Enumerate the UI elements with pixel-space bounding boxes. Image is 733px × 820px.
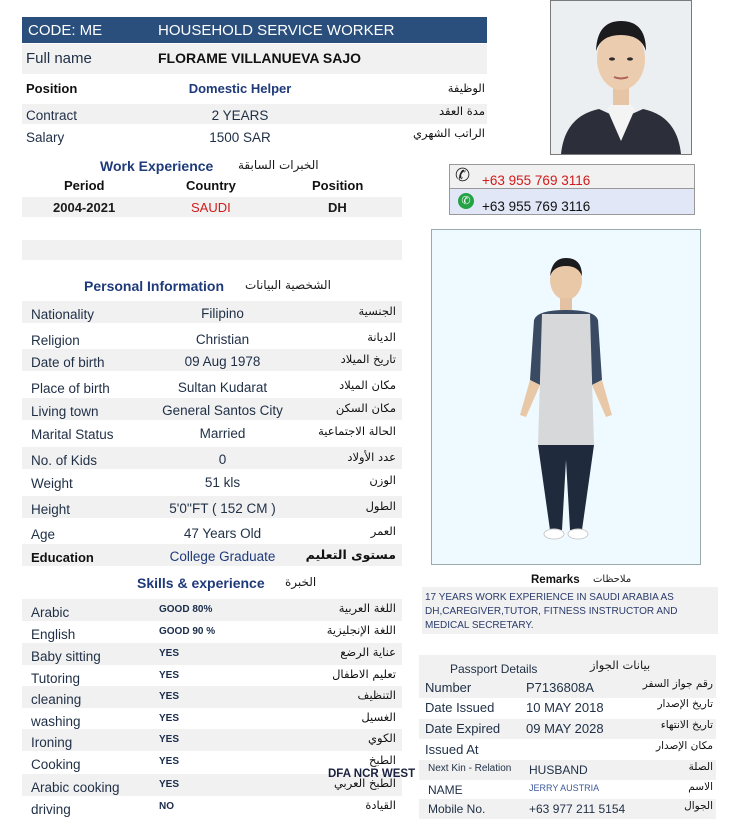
passport-ar: تاريخ الانتهاء: [660, 719, 713, 731]
skill-ar: الكوي: [368, 731, 396, 745]
skill-ar: اللغة الإنجليزية: [326, 623, 396, 637]
personal-ar: الديانة: [367, 330, 396, 344]
personal-ar: تاريخ الميلاد: [340, 352, 396, 366]
personal-ar: مكان السكن: [335, 401, 396, 415]
personal-label: Marital Status: [31, 427, 114, 442]
passport-value: 09 MAY 2028: [526, 721, 604, 736]
skill-value: YES: [159, 779, 180, 790]
empty-band: [22, 240, 402, 260]
personal-ar: الوزن: [369, 473, 396, 487]
personal-value: Sultan Kudarat: [177, 380, 268, 395]
skill-label: cleaning: [31, 692, 82, 707]
personal-title-ar: الشخصية البيانات: [245, 278, 331, 292]
personal-value: Filipino: [201, 306, 244, 321]
personal-value: 09 Aug 1978: [184, 354, 261, 369]
personal-value: 5'0''FT ( 152 CM ): [169, 501, 276, 516]
passport-value: 10 MAY 2018: [526, 700, 604, 715]
personal-label: No. of Kids: [31, 453, 98, 468]
passport-ar: تاريخ الإصدار: [657, 698, 713, 710]
col-country: Country: [186, 178, 236, 193]
skill-label: English: [31, 627, 76, 642]
personal-label: Date of birth: [31, 355, 105, 370]
personal-value: Christian: [195, 332, 250, 347]
col-position: Position: [312, 178, 364, 193]
personal-label: Religion: [31, 333, 80, 348]
personal-ar: الجنسية: [358, 304, 396, 318]
skill-label: Tutoring: [31, 671, 81, 686]
personal-label: Age: [31, 527, 56, 542]
skill-ar: الطبخ: [368, 753, 396, 767]
personal-label: Place of birth: [31, 381, 110, 396]
passport-label: Issued At: [425, 742, 479, 757]
personal-label: Nationality: [31, 307, 95, 322]
personal-value: College Graduate: [169, 549, 276, 564]
personal-label: Education: [31, 550, 94, 565]
skill-label: Arabic cooking: [31, 780, 120, 795]
skill-value: YES: [159, 670, 180, 681]
skill-label: Cooking: [31, 757, 81, 772]
work-country: SAUDI: [191, 200, 231, 215]
skill-ar: الغسيل: [361, 710, 396, 724]
remarks-title-ar: ملاحظات: [593, 574, 632, 585]
personal-value: 47 Years Old: [183, 526, 262, 541]
kin-label: NAME: [428, 783, 463, 797]
skill-ar: تعليم الاطفال: [332, 667, 396, 681]
skill-label: Ironing: [31, 735, 73, 750]
phone-number: +63 955 769 3116: [482, 173, 591, 188]
skill-value: YES: [159, 691, 180, 702]
skill-label: washing: [31, 714, 81, 729]
fullname-value: FLORAME VILLANUEVA SAJO: [158, 50, 362, 66]
personal-label: Living town: [31, 404, 99, 419]
salary-ar: الراتب الشهري: [413, 126, 485, 140]
personal-value: General Santos City: [162, 403, 283, 418]
code-label: CODE: ME: [28, 22, 103, 39]
personal-ar: مكان الميلاد: [339, 378, 396, 392]
skill-ar: القيادة: [365, 798, 396, 812]
kin-ar: الصلة: [688, 761, 713, 773]
full-body-photo: [431, 229, 701, 565]
personal-ar: الحالة الاجتماعية: [318, 424, 396, 438]
whatsapp-number: +63 955 769 3116: [482, 199, 591, 214]
personal-ar: مستوى التعليم: [305, 547, 396, 562]
whatsapp-icon: ✆: [458, 193, 474, 209]
header-title: HOUSEHOLD SERVICE WORKER: [158, 22, 395, 39]
passport-ar: رقم جواز السفر: [642, 678, 713, 690]
passport-label: Date Issued: [425, 700, 495, 715]
agency-label: DFA NCR WEST: [328, 768, 416, 780]
passport-label: Number: [425, 680, 472, 695]
personal-value: 0: [218, 452, 227, 467]
passport-title-ar: بيانات الجواز: [590, 658, 651, 672]
position-label: Position: [26, 81, 78, 96]
position-value: Domestic Helper: [188, 81, 292, 96]
skill-label: Arabic: [31, 605, 70, 620]
personal-label: Height: [31, 502, 71, 517]
skill-value: YES: [159, 734, 180, 745]
skill-ar: اللغة العربية: [338, 601, 396, 615]
work-period: 2004-2021: [53, 200, 116, 215]
kin-ar: الجوال: [684, 800, 713, 812]
skills-title-ar: الخبرة: [285, 575, 317, 589]
phone-icon: ✆: [455, 165, 471, 185]
skill-label: driving: [31, 802, 71, 817]
personal-label: Weight: [31, 476, 73, 491]
skill-ar: التنظيف: [357, 688, 396, 702]
personal-value: 51 kls: [204, 475, 241, 490]
kin-label: Next Kin - Relation: [428, 763, 512, 774]
fullname-label: Full name: [26, 50, 92, 67]
col-period: Period: [64, 178, 105, 193]
skills-title: Skills & experience: [137, 575, 265, 591]
skill-value: YES: [159, 648, 180, 659]
salary-value: 1500 SAR: [209, 130, 271, 145]
kin-label: Mobile No.: [428, 802, 486, 816]
kin-value: JERRY AUSTRIA: [529, 783, 600, 793]
kin-ar: الاسم: [688, 781, 713, 793]
remarks-title: Remarks: [531, 574, 580, 586]
personal-value: Married: [199, 426, 246, 441]
personal-title: Personal Information: [84, 278, 225, 294]
skill-value: YES: [159, 756, 180, 767]
skill-ar: الطبخ العربي: [333, 776, 396, 790]
personal-ar: العمر: [370, 524, 396, 538]
contract-label: Contract: [26, 108, 78, 123]
skill-label: Baby sitting: [31, 649, 101, 664]
position-ar: الوظيفة: [447, 81, 485, 95]
skill-value: NO: [159, 801, 174, 812]
passport-title: Passport Details: [450, 662, 538, 676]
portrait-photo: [550, 0, 692, 155]
personal-ar: عدد الأولاد: [347, 450, 396, 464]
work-exp-title: Work Experience: [100, 158, 214, 174]
skill-ar: عناية الرضع: [340, 645, 396, 659]
passport-label: Date Expired: [425, 721, 501, 736]
contract-ar: مدة العقد: [439, 104, 485, 118]
skill-value: GOOD 90 %: [159, 626, 216, 637]
skill-value: YES: [159, 713, 180, 724]
passport-ar: مكان الإصدار: [656, 740, 713, 752]
work-position: DH: [328, 200, 347, 215]
remarks-text: 17 YEARS WORK EXPERIENCE IN SAUDI ARABIA AS DH,CAREGIVER,TUTOR, FITNESS INSTRUCTOR AND MEDICAL SECRETARY.: [425, 592, 678, 631]
kin-value: +63 977 211 5154: [529, 802, 626, 816]
kin-value: HUSBAND: [529, 763, 588, 777]
passport-value: P7136808A: [526, 680, 594, 695]
contract-value: 2 YEARS: [211, 108, 269, 123]
personal-ar: الطول: [365, 499, 396, 513]
work-exp-title-ar: الخبرات السابقة: [238, 158, 319, 172]
skill-value: GOOD 80%: [159, 604, 213, 615]
salary-label: Salary: [26, 130, 65, 145]
